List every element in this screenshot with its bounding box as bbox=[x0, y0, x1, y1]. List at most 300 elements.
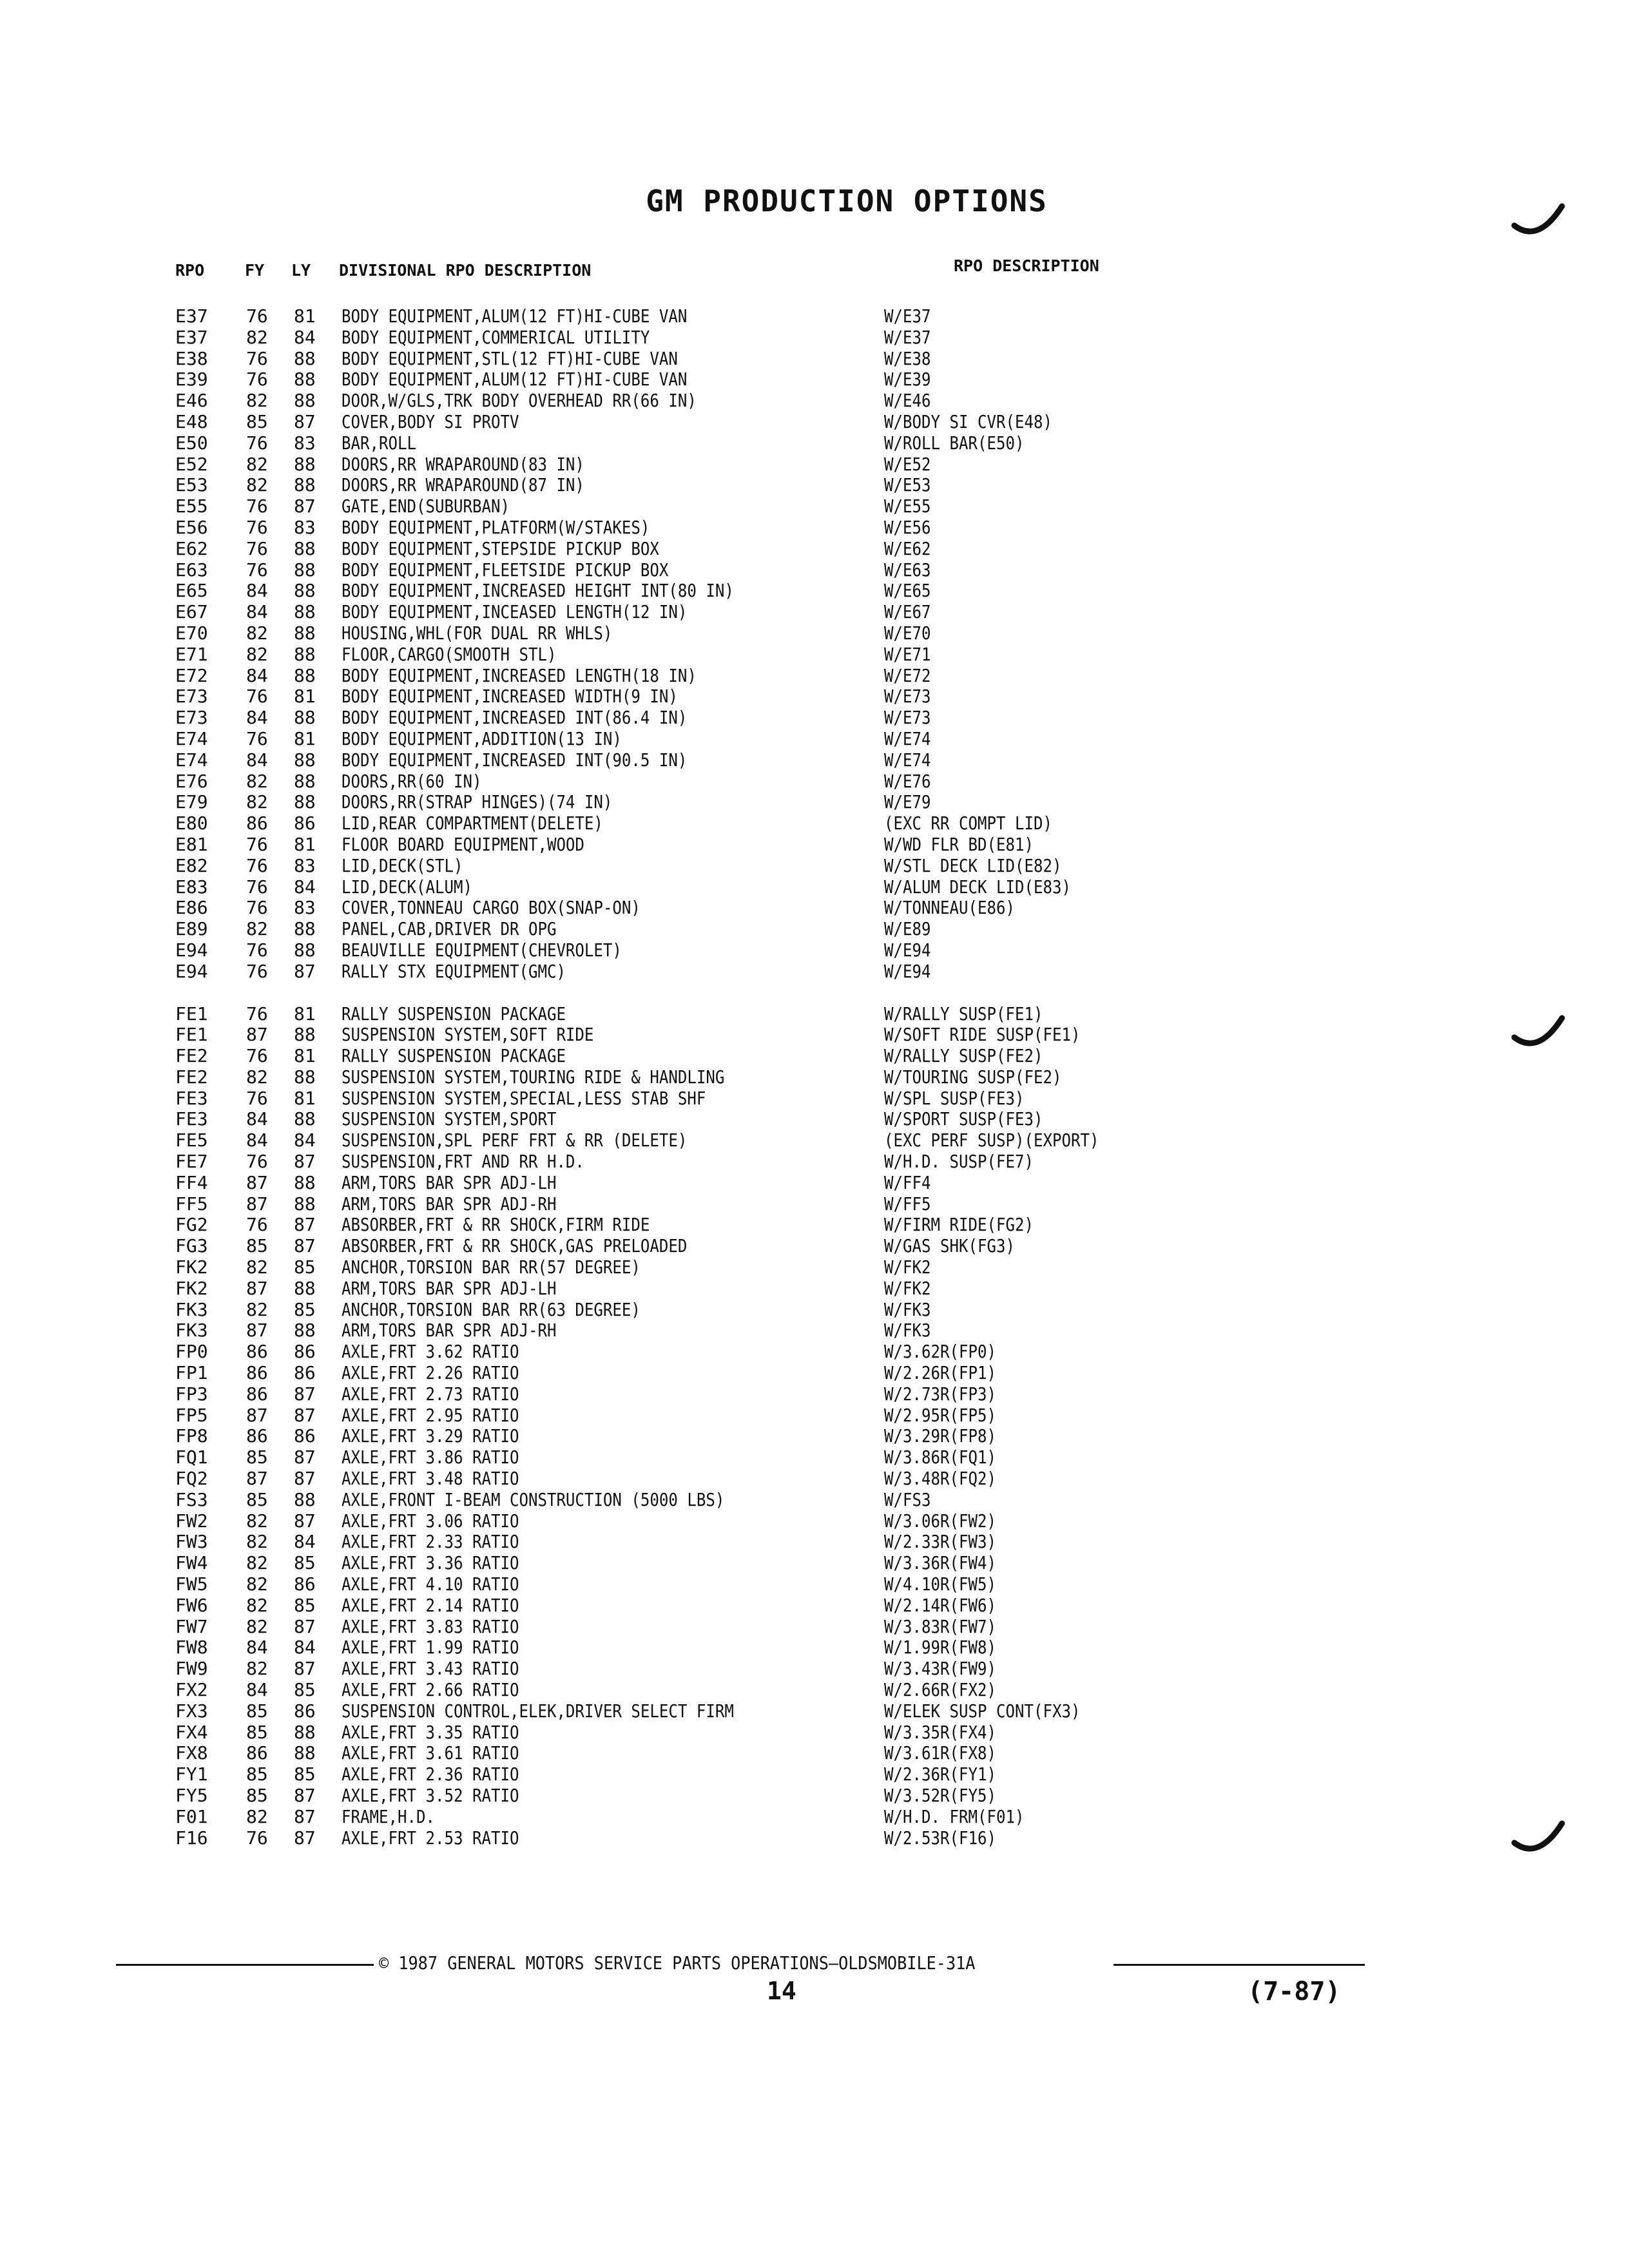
first-year: 84 bbox=[246, 1108, 268, 1130]
first-year: 76 bbox=[246, 369, 268, 390]
last-year: 88 bbox=[294, 1277, 316, 1299]
rpo-code: E65 bbox=[175, 580, 208, 602]
divisional-description: DOORS,RR(STRAP HINGES)(74 IN) bbox=[342, 791, 613, 813]
last-year: 88 bbox=[294, 707, 316, 729]
last-year: 88 bbox=[294, 1066, 316, 1088]
rpo-code: F01 bbox=[175, 1805, 208, 1827]
rpo-code: FP3 bbox=[175, 1383, 208, 1405]
rpo-code: E52 bbox=[175, 453, 208, 475]
divisional-description: ARM,TORS BAR SPR ADJ-LH bbox=[342, 1277, 557, 1299]
rpo-description: W/BODY SI CVR(E48) bbox=[884, 410, 1052, 432]
table-row bbox=[0, 560, 1629, 581]
rpo-code: E56 bbox=[175, 516, 208, 538]
first-year: 82 bbox=[246, 474, 268, 496]
first-year: 86 bbox=[246, 812, 268, 834]
option-group bbox=[0, 306, 1629, 983]
first-year: 82 bbox=[246, 1510, 268, 1532]
last-year: 81 bbox=[294, 1045, 316, 1067]
table-row bbox=[0, 1130, 1629, 1151]
divisional-description: BODY EQUIPMENT,INCREASED INT(86.4 IN) bbox=[342, 707, 688, 729]
divisional-description: SUSPENSION,FRT AND RR H.D. bbox=[342, 1151, 584, 1173]
table-row bbox=[0, 1617, 1629, 1638]
rpo-code: E71 bbox=[175, 643, 208, 665]
rpo-description: W/RALLY SUSP(FE2) bbox=[884, 1045, 1043, 1067]
rpo-description: W/E76 bbox=[884, 770, 931, 792]
first-year: 85 bbox=[246, 1700, 268, 1722]
last-year: 87 bbox=[294, 1446, 316, 1468]
rpo-code: FX3 bbox=[175, 1700, 208, 1722]
binder-ring-mark bbox=[1509, 1811, 1567, 1869]
rpo-description: W/E74 bbox=[884, 727, 931, 749]
rpo-code: FW9 bbox=[175, 1658, 208, 1680]
rpo-code: FE1 bbox=[175, 1003, 208, 1024]
table-row bbox=[0, 412, 1629, 433]
divisional-description: ABSORBER,FRT & RR SHOCK,GAS PRELOADED bbox=[342, 1235, 688, 1257]
rpo-description: (EXC PERF SUSP)(EXPORT) bbox=[884, 1129, 1099, 1151]
last-year: 88 bbox=[294, 1320, 316, 1341]
table-row bbox=[0, 475, 1629, 496]
last-year: 88 bbox=[294, 559, 316, 581]
rpo-description: W/3.61R(FX8) bbox=[884, 1742, 996, 1764]
divisional-description: PANEL,CAB,DRIVER DR OPG bbox=[342, 918, 557, 940]
first-year: 76 bbox=[246, 833, 268, 855]
last-year: 86 bbox=[294, 812, 316, 834]
first-year: 84 bbox=[246, 1129, 268, 1151]
rpo-code: FP5 bbox=[175, 1404, 208, 1426]
rpo-description: W/SPL SUSP(FE3) bbox=[884, 1087, 1025, 1109]
divisional-description: AXLE,FRT 3.62 RATIO bbox=[342, 1341, 519, 1363]
divisional-description: AXLE,FRONT I-BEAM CONSTRUCTION (5000 LBS) bbox=[342, 1488, 725, 1510]
last-year: 88 bbox=[294, 1742, 316, 1764]
divisional-description: BODY EQUIPMENT,INCEASED LENGTH(12 IN) bbox=[342, 601, 688, 623]
rpo-description: W/TOURING SUSP(FE2) bbox=[884, 1066, 1062, 1088]
last-year: 88 bbox=[294, 601, 316, 623]
divisional-description: ARM,TORS BAR SPR ADJ-RH bbox=[342, 1320, 557, 1341]
divisional-description: DOOR,W/GLS,TRK BODY OVERHEAD RR(66 IN) bbox=[342, 390, 697, 412]
first-year: 85 bbox=[246, 1235, 268, 1257]
divisional-description: RALLY STX EQUIPMENT(GMC) bbox=[342, 960, 566, 982]
rpo-code: FY1 bbox=[175, 1763, 208, 1785]
divisional-description: SUSPENSION SYSTEM,SPORT bbox=[342, 1108, 557, 1130]
page-title: GM PRODUCTION OPTIONS bbox=[646, 184, 1048, 218]
first-year: 76 bbox=[246, 305, 268, 327]
rpo-description: W/FK3 bbox=[884, 1320, 931, 1341]
rpo-code: FK2 bbox=[175, 1277, 208, 1299]
last-year: 87 bbox=[294, 1784, 316, 1806]
last-year: 86 bbox=[294, 1362, 316, 1384]
first-year: 82 bbox=[246, 1066, 268, 1088]
last-year: 81 bbox=[294, 305, 316, 327]
rpo-description: W/H.D. FRM(F01) bbox=[884, 1805, 1025, 1827]
rpo-code: FK3 bbox=[175, 1320, 208, 1341]
last-year: 87 bbox=[294, 1468, 316, 1490]
first-year: 82 bbox=[246, 1594, 268, 1616]
first-year: 87 bbox=[246, 1404, 268, 1426]
first-year: 82 bbox=[246, 643, 268, 665]
table-row bbox=[0, 623, 1629, 644]
rpo-description: W/ROLL BAR(E50) bbox=[884, 432, 1025, 454]
rpo-code: FE5 bbox=[175, 1129, 208, 1151]
table-row bbox=[0, 961, 1629, 983]
first-year: 82 bbox=[246, 918, 268, 940]
table-row bbox=[0, 1257, 1629, 1278]
first-year: 76 bbox=[246, 1214, 268, 1236]
last-year: 85 bbox=[294, 1594, 316, 1616]
divisional-description: BODY EQUIPMENT,INCREASED WIDTH(9 IN) bbox=[342, 686, 678, 707]
table-row bbox=[0, 707, 1629, 729]
page-number: 14 bbox=[767, 1977, 796, 2005]
rpo-code: E37 bbox=[175, 305, 208, 327]
last-year: 81 bbox=[294, 833, 316, 855]
divisional-description: BODY EQUIPMENT,ALUM(12 FT)HI-CUBE VAN bbox=[342, 369, 688, 390]
rpo-description: W/E94 bbox=[884, 939, 931, 961]
first-year: 87 bbox=[246, 1024, 268, 1046]
rpo-description: W/TONNEAU(E86) bbox=[884, 897, 1015, 919]
table-row bbox=[0, 1363, 1629, 1384]
rpo-description: W/3.43R(FW9) bbox=[884, 1658, 996, 1680]
rpo-code: FW4 bbox=[175, 1552, 208, 1574]
rpo-description: W/2.36R(FY1) bbox=[884, 1763, 996, 1785]
rpo-description: W/H.D. SUSP(FE7) bbox=[884, 1151, 1034, 1173]
last-year: 88 bbox=[294, 622, 316, 644]
rpo-description: W/3.35R(FX4) bbox=[884, 1721, 996, 1743]
rpo-description: W/2.95R(FP5) bbox=[884, 1404, 996, 1426]
first-year: 76 bbox=[246, 432, 268, 454]
first-year: 87 bbox=[246, 1193, 268, 1215]
last-year: 88 bbox=[294, 347, 316, 369]
rpo-code: FX8 bbox=[175, 1742, 208, 1764]
first-year: 84 bbox=[246, 601, 268, 623]
first-year: 86 bbox=[246, 1383, 268, 1405]
first-year: 87 bbox=[246, 1468, 268, 1490]
table-row bbox=[0, 877, 1629, 898]
table-row bbox=[0, 1490, 1629, 1511]
divisional-description: LID,DECK(STL) bbox=[342, 854, 463, 876]
divisional-description: DOORS,RR(60 IN) bbox=[342, 770, 482, 792]
divisional-description: AXLE,FRT 3.35 RATIO bbox=[342, 1721, 519, 1743]
table-row bbox=[0, 792, 1629, 813]
table-row bbox=[0, 1109, 1629, 1130]
rpo-description: W/E74 bbox=[884, 749, 931, 771]
rpo-code: FG2 bbox=[175, 1214, 208, 1236]
table-row bbox=[0, 1637, 1629, 1658]
footer-rule-right bbox=[1113, 1964, 1365, 1966]
rpo-code: FX4 bbox=[175, 1721, 208, 1743]
rpo-code: FW3 bbox=[175, 1531, 208, 1553]
last-year: 87 bbox=[294, 1658, 316, 1680]
divisional-description: AXLE,FRT 3.29 RATIO bbox=[342, 1425, 519, 1447]
rpo-description: W/2.73R(FP3) bbox=[884, 1383, 996, 1405]
header-rpo: RPO bbox=[175, 261, 205, 280]
last-year: 88 bbox=[294, 1024, 316, 1046]
table-row bbox=[0, 496, 1629, 517]
last-year: 88 bbox=[294, 749, 316, 771]
first-year: 76 bbox=[246, 939, 268, 961]
first-year: 76 bbox=[246, 559, 268, 581]
rpo-code: FK2 bbox=[175, 1256, 208, 1278]
rpo-code: E89 bbox=[175, 918, 208, 940]
table-row bbox=[0, 602, 1629, 623]
rpo-code: FW8 bbox=[175, 1637, 208, 1658]
divisional-description: BODY EQUIPMENT,STL(12 FT)HI-CUBE VAN bbox=[342, 347, 678, 369]
rpo-code: E82 bbox=[175, 854, 208, 876]
rpo-description: W/SOFT RIDE SUSP(FE1) bbox=[884, 1024, 1081, 1046]
divisional-description: RALLY SUSPENSION PACKAGE bbox=[342, 1045, 566, 1067]
rpo-description: W/E56 bbox=[884, 516, 931, 538]
table-row bbox=[0, 1194, 1629, 1215]
table-row bbox=[0, 771, 1629, 793]
first-year: 82 bbox=[246, 1805, 268, 1827]
rpo-description: W/E89 bbox=[884, 918, 931, 940]
first-year: 76 bbox=[246, 854, 268, 876]
table-row bbox=[0, 1553, 1629, 1574]
rpo-code: E46 bbox=[175, 390, 208, 412]
divisional-description: AXLE,FRT 2.53 RATIO bbox=[342, 1827, 519, 1849]
header-divisional-description: DIVISIONAL RPO DESCRIPTION bbox=[339, 261, 592, 280]
last-year: 87 bbox=[294, 410, 316, 432]
first-year: 85 bbox=[246, 1784, 268, 1806]
first-year: 82 bbox=[246, 326, 268, 348]
table-row bbox=[0, 433, 1629, 454]
divisional-description: BODY EQUIPMENT,INCREASED LENGTH(18 IN) bbox=[342, 664, 697, 686]
rpo-code: FE3 bbox=[175, 1087, 208, 1109]
rpo-description: W/E46 bbox=[884, 390, 931, 412]
divisional-description: AXLE,FRT 3.06 RATIO bbox=[342, 1510, 519, 1532]
rpo-description: W/3.52R(FY5) bbox=[884, 1784, 996, 1806]
divisional-description: AXLE,FRT 2.66 RATIO bbox=[342, 1679, 519, 1700]
rpo-code: E74 bbox=[175, 749, 208, 771]
table-row bbox=[0, 666, 1629, 687]
divisional-description: BODY EQUIPMENT,PLATFORM(W/STAKES) bbox=[342, 516, 650, 538]
divisional-description: DOORS,RR WRAPAROUND(87 IN) bbox=[342, 474, 584, 496]
rpo-description: W/FF5 bbox=[884, 1193, 931, 1215]
table-row bbox=[0, 940, 1629, 961]
divisional-description: GATE,END(SUBURBAN) bbox=[342, 495, 510, 517]
last-year: 83 bbox=[294, 897, 316, 919]
divisional-description: AXLE,FRT 3.48 RATIO bbox=[342, 1468, 519, 1490]
divisional-description: FRAME,H.D. bbox=[342, 1805, 435, 1827]
header-fy: FY bbox=[245, 261, 265, 280]
rpo-description: W/E79 bbox=[884, 791, 931, 813]
rpo-description: W/2.14R(FW6) bbox=[884, 1594, 996, 1616]
rpo-description: W/E37 bbox=[884, 305, 931, 327]
last-year: 88 bbox=[294, 453, 316, 475]
last-year: 85 bbox=[294, 1552, 316, 1574]
first-year: 85 bbox=[246, 1488, 268, 1510]
header-rpo-description: RPO DESCRIPTION bbox=[954, 256, 1099, 275]
divisional-description: BEAUVILLE EQUIPMENT(CHEVROLET) bbox=[342, 939, 622, 961]
first-year: 76 bbox=[246, 876, 268, 898]
rpo-code: E62 bbox=[175, 537, 208, 559]
rpo-code: FQ2 bbox=[175, 1468, 208, 1490]
first-year: 76 bbox=[246, 727, 268, 749]
last-year: 88 bbox=[294, 369, 316, 390]
table-row bbox=[0, 729, 1629, 750]
options-table bbox=[0, 306, 1629, 1870]
last-year: 88 bbox=[294, 664, 316, 686]
rpo-code: FF4 bbox=[175, 1171, 208, 1193]
rpo-description: W/FK3 bbox=[884, 1298, 931, 1320]
last-year: 88 bbox=[294, 643, 316, 665]
table-row bbox=[0, 1173, 1629, 1194]
table-row bbox=[0, 1384, 1629, 1405]
last-year: 87 bbox=[294, 1615, 316, 1637]
rpo-code: E79 bbox=[175, 791, 208, 813]
table-row bbox=[0, 1764, 1629, 1785]
table-row bbox=[0, 517, 1629, 539]
last-year: 88 bbox=[294, 1193, 316, 1215]
rpo-code: FS3 bbox=[175, 1488, 208, 1510]
table-row bbox=[0, 1300, 1629, 1321]
first-year: 86 bbox=[246, 1362, 268, 1384]
table-row bbox=[0, 1004, 1629, 1025]
rpo-description: W/GAS SHK(FG3) bbox=[884, 1235, 1015, 1257]
last-year: 85 bbox=[294, 1679, 316, 1700]
rpo-description: W/2.26R(FP1) bbox=[884, 1362, 996, 1384]
header-ly: LY bbox=[291, 261, 311, 280]
first-year: 76 bbox=[246, 495, 268, 517]
table-row bbox=[0, 750, 1629, 771]
table-row bbox=[0, 1807, 1629, 1828]
last-year: 88 bbox=[294, 791, 316, 813]
first-year: 84 bbox=[246, 664, 268, 686]
rpo-description: W/E70 bbox=[884, 622, 931, 644]
divisional-description: SUSPENSION CONTROL,ELEK,DRIVER SELECT FIRM bbox=[342, 1700, 734, 1722]
rpo-description: W/2.66R(FX2) bbox=[884, 1679, 996, 1700]
divisional-description: BODY EQUIPMENT,INCREASED HEIGHT INT(80 IN) bbox=[342, 580, 734, 602]
rpo-description: W/STL DECK LID(E82) bbox=[884, 854, 1062, 876]
table-row bbox=[0, 919, 1629, 940]
first-year: 82 bbox=[246, 1615, 268, 1637]
last-year: 84 bbox=[294, 1129, 316, 1151]
page-date: (7-87) bbox=[1248, 1977, 1341, 2006]
rpo-code: FG3 bbox=[175, 1235, 208, 1257]
first-year: 85 bbox=[246, 1763, 268, 1785]
divisional-description: ANCHOR,TORSION BAR RR(63 DEGREE) bbox=[342, 1298, 641, 1320]
rpo-code: E53 bbox=[175, 474, 208, 496]
last-year: 87 bbox=[294, 1214, 316, 1236]
rpo-description: W/2.33R(FW3) bbox=[884, 1531, 996, 1553]
rpo-description: W/WD FLR BD(E81) bbox=[884, 833, 1034, 855]
rpo-description: W/E73 bbox=[884, 707, 931, 729]
rpo-description: W/E55 bbox=[884, 495, 931, 517]
first-year: 84 bbox=[246, 1637, 268, 1658]
rpo-code: FP1 bbox=[175, 1362, 208, 1384]
rpo-code: E72 bbox=[175, 664, 208, 686]
rpo-code: E94 bbox=[175, 939, 208, 961]
rpo-code: FQ1 bbox=[175, 1446, 208, 1468]
last-year: 88 bbox=[294, 1171, 316, 1193]
divisional-description: AXLE,FRT 2.36 RATIO bbox=[342, 1763, 519, 1785]
last-year: 88 bbox=[294, 1721, 316, 1743]
first-year: 87 bbox=[246, 1320, 268, 1341]
last-year: 85 bbox=[294, 1298, 316, 1320]
divisional-description: SUSPENSION SYSTEM,SPECIAL,LESS STAB SHF bbox=[342, 1087, 706, 1109]
divisional-description: BODY EQUIPMENT,FLEETSIDE PICKUP BOX bbox=[342, 559, 669, 581]
divisional-description: BODY EQUIPMENT,ALUM(12 FT)HI-CUBE VAN bbox=[342, 305, 688, 327]
rpo-description: W/FK2 bbox=[884, 1256, 931, 1278]
rpo-code: FE3 bbox=[175, 1108, 208, 1130]
last-year: 86 bbox=[294, 1341, 316, 1363]
divisional-description: LID,DECK(ALUM) bbox=[342, 876, 472, 898]
last-year: 86 bbox=[294, 1425, 316, 1447]
table-row bbox=[0, 1405, 1629, 1427]
divisional-description: LID,REAR COMPARTMENT(DELETE) bbox=[342, 812, 603, 834]
rpo-code: FP0 bbox=[175, 1341, 208, 1363]
first-year: 82 bbox=[246, 770, 268, 792]
table-row bbox=[0, 390, 1629, 412]
table-row bbox=[0, 834, 1629, 856]
divisional-description: AXLE,FRT 3.43 RATIO bbox=[342, 1658, 519, 1680]
table-row bbox=[0, 1511, 1629, 1532]
table-row bbox=[0, 1785, 1629, 1807]
last-year: 85 bbox=[294, 1763, 316, 1785]
last-year: 88 bbox=[294, 580, 316, 602]
last-year: 88 bbox=[294, 1108, 316, 1130]
rpo-description: W/FK2 bbox=[884, 1277, 931, 1299]
divisional-description: AXLE,FRT 3.52 RATIO bbox=[342, 1784, 519, 1806]
rpo-description: W/4.10R(FW5) bbox=[884, 1573, 996, 1595]
rpo-description: W/3.48R(FQ2) bbox=[884, 1468, 996, 1490]
divisional-description: BODY EQUIPMENT,STEPSIDE PICKUP BOX bbox=[342, 537, 659, 559]
divisional-description: ABSORBER,FRT & RR SHOCK,FIRM RIDE bbox=[342, 1214, 650, 1236]
rpo-description: W/E39 bbox=[884, 369, 931, 390]
rpo-description: W/3.62R(FP0) bbox=[884, 1341, 996, 1363]
table-row bbox=[0, 327, 1629, 349]
table-row bbox=[0, 644, 1629, 666]
rpo-code: E86 bbox=[175, 897, 208, 919]
divisional-description: AXLE,FRT 3.36 RATIO bbox=[342, 1552, 519, 1574]
first-year: 84 bbox=[246, 580, 268, 602]
table-row bbox=[0, 1828, 1629, 1849]
binder-ring-mark bbox=[1509, 1005, 1567, 1063]
divisional-description: BODY EQUIPMENT,COMMERICAL UTILITY bbox=[342, 326, 650, 348]
table-row bbox=[0, 1320, 1629, 1341]
footer-copyright: © 1987 GENERAL MOTORS SERVICE PARTS OPERATIONS—OLDSMOBILE-31A bbox=[379, 1952, 976, 1974]
first-year: 87 bbox=[246, 1171, 268, 1193]
table-row bbox=[0, 1595, 1629, 1617]
rpo-description: W/E73 bbox=[884, 686, 931, 707]
rpo-description: W/3.29R(FP8) bbox=[884, 1425, 996, 1447]
last-year: 88 bbox=[294, 390, 316, 412]
first-year: 76 bbox=[246, 1045, 268, 1067]
rpo-code: E48 bbox=[175, 410, 208, 432]
divisional-description: AXLE,FRT 2.14 RATIO bbox=[342, 1594, 519, 1616]
table-row bbox=[0, 1574, 1629, 1595]
rpo-description: W/E52 bbox=[884, 453, 931, 475]
table-row bbox=[0, 1151, 1629, 1173]
divisional-description: AXLE,FRT 2.33 RATIO bbox=[342, 1531, 519, 1553]
last-year: 83 bbox=[294, 432, 316, 454]
rpo-description: W/FF4 bbox=[884, 1171, 931, 1193]
first-year: 82 bbox=[246, 1658, 268, 1680]
rpo-description: W/E67 bbox=[884, 601, 931, 623]
rpo-code: E70 bbox=[175, 622, 208, 644]
first-year: 76 bbox=[246, 960, 268, 982]
rpo-code: F16 bbox=[175, 1827, 208, 1849]
last-year: 84 bbox=[294, 1531, 316, 1553]
last-year: 84 bbox=[294, 1637, 316, 1658]
last-year: 87 bbox=[294, 1404, 316, 1426]
rpo-code: FE2 bbox=[175, 1066, 208, 1088]
rpo-description: W/ALUM DECK LID(E83) bbox=[884, 876, 1071, 898]
last-year: 81 bbox=[294, 1003, 316, 1024]
first-year: 76 bbox=[246, 1003, 268, 1024]
rpo-description: (EXC RR COMPT LID) bbox=[884, 812, 1052, 834]
rpo-code: E39 bbox=[175, 369, 208, 390]
rpo-description: W/RALLY SUSP(FE1) bbox=[884, 1003, 1043, 1024]
divisional-description: ARM,TORS BAR SPR ADJ-LH bbox=[342, 1171, 557, 1193]
